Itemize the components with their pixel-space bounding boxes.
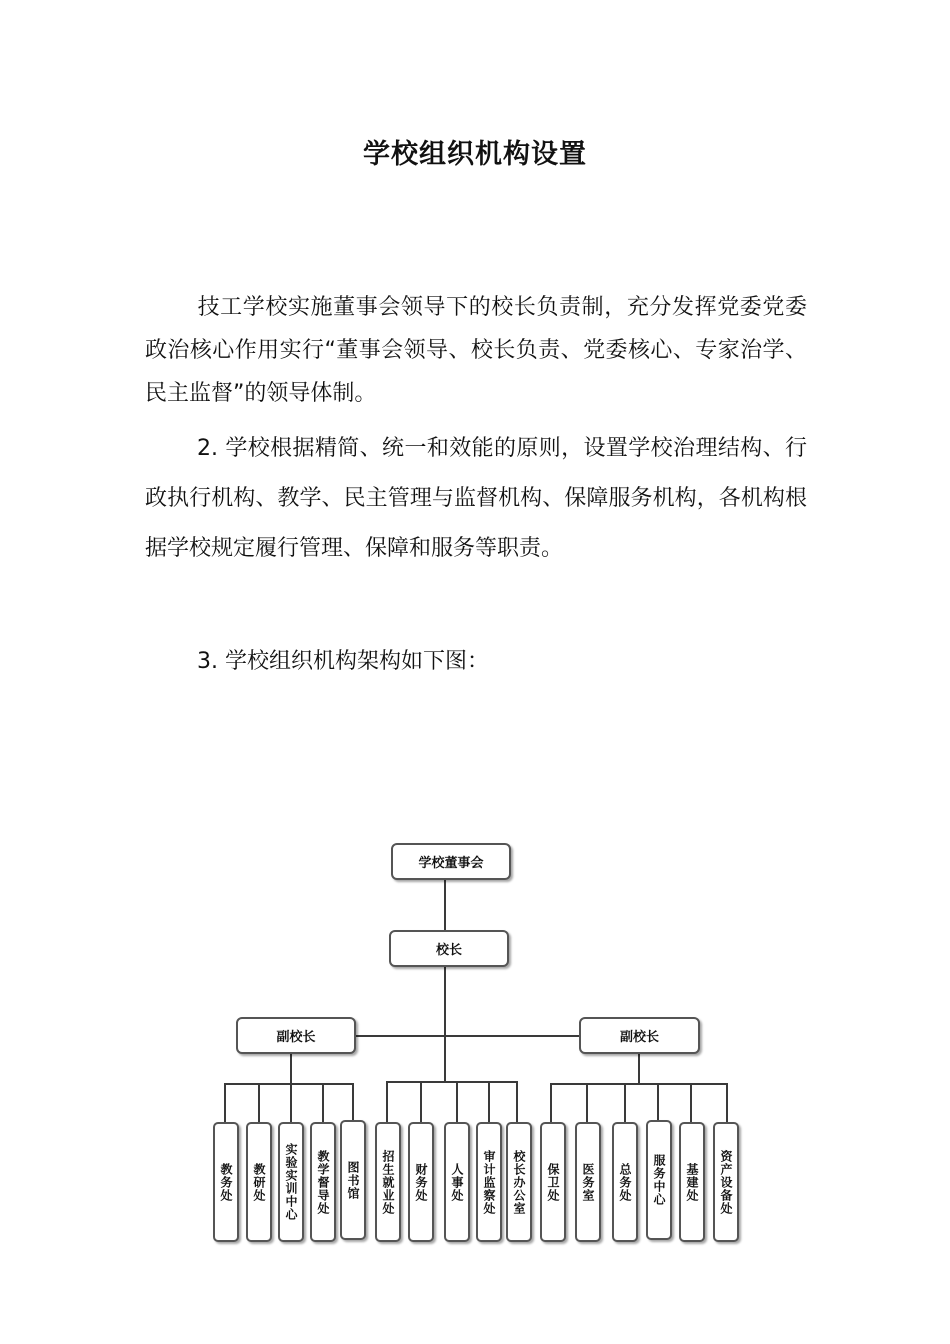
unit-label: 医务室 <box>581 1162 595 1202</box>
unit-box <box>310 1122 336 1242</box>
connector-drop <box>690 1083 692 1123</box>
principal-box <box>389 930 509 967</box>
unit-label: 教研处 <box>252 1162 266 1202</box>
unit-box <box>540 1122 566 1242</box>
connector-drop <box>224 1083 226 1123</box>
connector-drop <box>657 1083 659 1121</box>
unit-label: 保卫处 <box>546 1162 560 1202</box>
connector-drop <box>516 1081 518 1123</box>
principal-label: 校长 <box>435 943 462 958</box>
unit-box <box>375 1122 401 1242</box>
connector-left-bus <box>224 1083 354 1085</box>
unit-label: 校长办公室 <box>512 1149 526 1215</box>
unit-label: 总务处 <box>618 1162 632 1202</box>
connector-right-bus <box>550 1083 728 1085</box>
connector-vice-horizontal <box>356 1035 580 1037</box>
unit-box <box>679 1122 705 1242</box>
unit-box <box>340 1120 366 1240</box>
connector-drop <box>386 1081 388 1123</box>
page-title: 学校组织机构设置 <box>363 139 587 170</box>
connector-board-principal <box>444 879 446 931</box>
connector-principal-trunk <box>444 966 446 1083</box>
connector-drop <box>488 1081 490 1123</box>
board-label: 学校董事会 <box>418 856 484 871</box>
vice-principal-right-box <box>579 1017 700 1054</box>
unit-label: 财务处 <box>414 1162 428 1202</box>
unit-box <box>612 1122 638 1242</box>
unit-box <box>408 1122 434 1242</box>
paragraph-1-text: 技工学校实施董事会领导下的校长负责制，充分发挥党委党委政治核心作用实行“董事会领导、校长负责、党委核心、专家治学、民主监督”的领导体制。 <box>145 295 807 406</box>
unit-label: 实验实训中心 <box>284 1143 298 1221</box>
connector-drop <box>352 1083 354 1123</box>
vice-principal-left-box <box>236 1017 356 1054</box>
unit-label: 基建处 <box>685 1162 699 1202</box>
unit-label: 服务中心 <box>652 1154 666 1206</box>
paragraph-3-text: 3. 学校组织机构架构如下图： <box>197 649 489 674</box>
unit-label: 图书馆 <box>346 1160 360 1200</box>
unit-label: 招生就业处 <box>381 1149 395 1215</box>
vice-principal-left-label: 副校长 <box>276 1030 316 1045</box>
connector-drop <box>456 1081 458 1123</box>
connector-drop <box>420 1081 422 1123</box>
connector-drop <box>322 1083 324 1123</box>
unit-label: 教务处 <box>219 1162 233 1202</box>
unit-box <box>713 1122 739 1242</box>
connector-center-bus <box>386 1081 518 1083</box>
unit-box <box>575 1122 601 1242</box>
unit-label: 教学督导处 <box>316 1149 330 1215</box>
unit-box <box>444 1122 470 1242</box>
unit-box <box>476 1122 502 1242</box>
board-box <box>391 843 511 880</box>
unit-box <box>506 1122 532 1242</box>
unit-box <box>246 1122 272 1242</box>
unit-label: 人事处 <box>450 1162 464 1202</box>
connector-drop <box>550 1083 552 1123</box>
connector-drop <box>586 1083 588 1123</box>
connector-left-vice-down <box>290 1053 292 1085</box>
unit-box <box>646 1120 672 1240</box>
unit-box <box>278 1122 304 1242</box>
connector-drop <box>726 1083 728 1123</box>
unit-label: 资产设备处 <box>719 1149 733 1215</box>
connector-drop <box>290 1083 292 1123</box>
unit-label: 审计监察处 <box>482 1149 496 1215</box>
connector-drop <box>624 1083 626 1123</box>
connector-right-vice-down <box>638 1053 640 1085</box>
connector-drop <box>258 1083 260 1123</box>
vice-principal-right-label: 副校长 <box>619 1030 659 1045</box>
unit-box <box>213 1122 239 1242</box>
paragraph-2-text: 2. 学校根据精简、统一和效能的原则，设置学校治理结构、行政执行机构、教学、民主管理与监督机构、保障服务机构，各机构根据学校规定履行管理、保障和服务等职责。 <box>145 436 807 561</box>
